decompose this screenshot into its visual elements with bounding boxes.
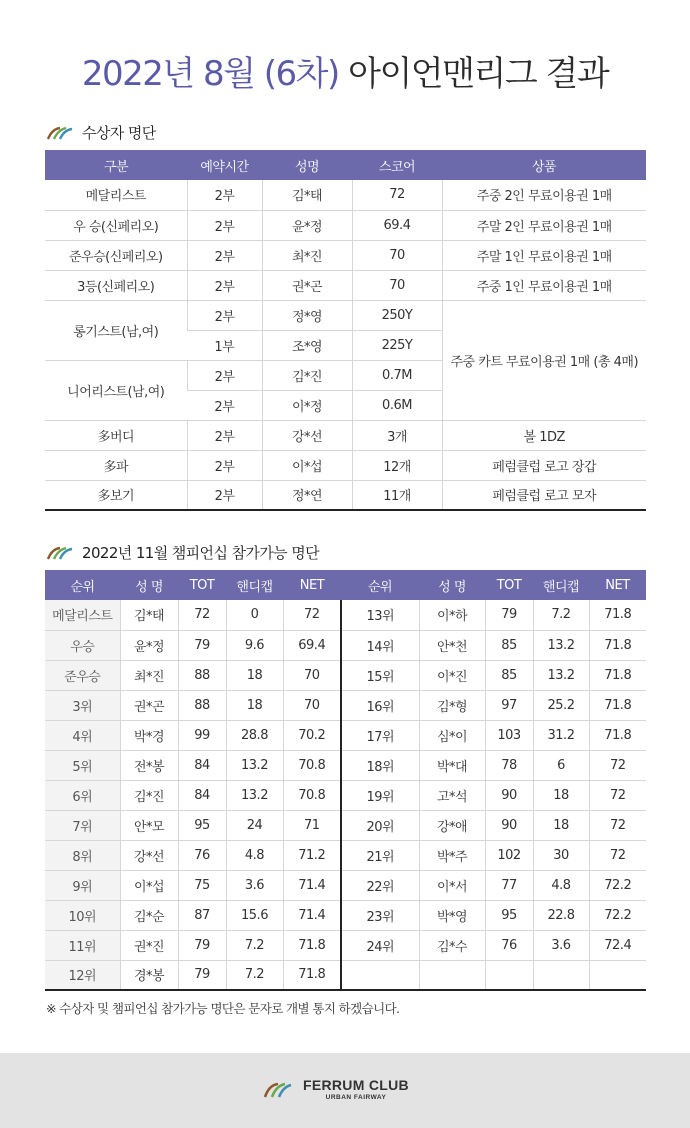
header-time: 예약시간 bbox=[187, 150, 262, 180]
table-row bbox=[45, 210, 646, 240]
cell-nearest-label: 니어리스트(남,여) bbox=[45, 360, 187, 420]
cell: 권*진 bbox=[120, 930, 178, 960]
cell: 28.8 bbox=[226, 720, 283, 750]
cell: 윤*정 bbox=[262, 210, 352, 240]
cell: 18위 bbox=[341, 750, 419, 780]
cell: 박*경 bbox=[120, 720, 178, 750]
header-net: NET bbox=[283, 570, 341, 600]
header-name: 성명 bbox=[262, 150, 352, 180]
cell bbox=[485, 960, 533, 990]
cell: 23위 bbox=[341, 900, 419, 930]
cell: 4.8 bbox=[533, 870, 589, 900]
cell: 박*대 bbox=[419, 750, 485, 780]
table-row bbox=[45, 840, 646, 870]
cell: 2부 bbox=[187, 390, 262, 420]
header-tot: TOT bbox=[485, 570, 533, 600]
awards-table bbox=[45, 150, 646, 511]
cell-special-prize: 주중 카트 무료이용권 1매 (총 4매) bbox=[442, 300, 646, 420]
cell: 72 bbox=[352, 180, 442, 210]
cell: 김*형 bbox=[419, 690, 485, 720]
header-name: 성 명 bbox=[120, 570, 178, 600]
cell: 14위 bbox=[341, 630, 419, 660]
cell bbox=[533, 960, 589, 990]
cell bbox=[419, 960, 485, 990]
cell: 15.6 bbox=[226, 900, 283, 930]
cell: 11위 bbox=[45, 930, 120, 960]
cell: 225Y bbox=[352, 330, 442, 360]
cell: 3위 bbox=[45, 690, 120, 720]
cell: 72 bbox=[589, 750, 646, 780]
cell: 70 bbox=[352, 270, 442, 300]
cell: 79 bbox=[178, 630, 226, 660]
table-row bbox=[45, 660, 646, 690]
cell: 13.2 bbox=[226, 750, 283, 780]
cell: 90 bbox=[485, 780, 533, 810]
cell: 조*영 bbox=[262, 330, 352, 360]
cell: 71.8 bbox=[589, 690, 646, 720]
cell: 13위 bbox=[341, 600, 419, 630]
cell: 김*순 bbox=[120, 900, 178, 930]
table-row bbox=[45, 870, 646, 900]
cell: 4.8 bbox=[226, 840, 283, 870]
cell: 전*봉 bbox=[120, 750, 178, 780]
cell: 권*곤 bbox=[120, 690, 178, 720]
table-row bbox=[45, 630, 646, 660]
cell: 71.8 bbox=[589, 600, 646, 630]
cell: 71.8 bbox=[589, 630, 646, 660]
cell-longest-label: 롱기스트(남,여) bbox=[45, 300, 187, 360]
cell: 11개 bbox=[352, 480, 442, 510]
header-rank: 순위 bbox=[341, 570, 419, 600]
cell: 김*태 bbox=[120, 600, 178, 630]
table-row bbox=[45, 690, 646, 720]
cell: 0 bbox=[226, 600, 283, 630]
footer bbox=[0, 1053, 690, 1128]
cell: 강*애 bbox=[419, 810, 485, 840]
table-row bbox=[45, 180, 646, 210]
cell: 72 bbox=[589, 780, 646, 810]
cell: 7위 bbox=[45, 810, 120, 840]
cell: 2부 bbox=[187, 240, 262, 270]
cell: 31.2 bbox=[533, 720, 589, 750]
cell: 박*주 bbox=[419, 840, 485, 870]
cell: 김*태 bbox=[262, 180, 352, 210]
cell: 97 bbox=[485, 690, 533, 720]
header-score: 스코어 bbox=[352, 150, 442, 180]
cell: 1부 bbox=[187, 330, 262, 360]
table-row bbox=[45, 300, 646, 330]
cell: 2부 bbox=[187, 300, 262, 330]
cell: 3.6 bbox=[226, 870, 283, 900]
ferrum-logo-icon bbox=[46, 126, 74, 140]
cell: 우 승(신페리오) bbox=[45, 210, 187, 240]
cell: 준우승(신페리오) bbox=[45, 240, 187, 270]
cell: 9.6 bbox=[226, 630, 283, 660]
cell: 3개 bbox=[352, 420, 442, 450]
cell: 7.2 bbox=[533, 600, 589, 630]
cell: 주중 2인 무료이용권 1매 bbox=[442, 180, 646, 210]
cell: 메달리스트 bbox=[45, 600, 120, 630]
cell: 17위 bbox=[341, 720, 419, 750]
cell: 71.8 bbox=[283, 930, 341, 960]
header-prize: 상품 bbox=[442, 150, 646, 180]
cell: 72.4 bbox=[589, 930, 646, 960]
cell: 5위 bbox=[45, 750, 120, 780]
cell: 71.8 bbox=[283, 960, 341, 990]
header-rank: 순위 bbox=[45, 570, 120, 600]
cell: 72 bbox=[283, 600, 341, 630]
cell: 2부 bbox=[187, 360, 262, 390]
cell: 76 bbox=[485, 930, 533, 960]
cell: 71.4 bbox=[283, 870, 341, 900]
cell: 76 bbox=[178, 840, 226, 870]
cell: 15위 bbox=[341, 660, 419, 690]
table-row bbox=[45, 810, 646, 840]
cell: 22위 bbox=[341, 870, 419, 900]
ferrum-logo-icon bbox=[46, 546, 74, 560]
cell: 95 bbox=[485, 900, 533, 930]
cell: 페럼클럽 로고 모자 bbox=[442, 480, 646, 510]
cell: 6 bbox=[533, 750, 589, 780]
cell: 13.2 bbox=[533, 660, 589, 690]
cell: 18 bbox=[226, 690, 283, 720]
cell: 2부 bbox=[187, 270, 262, 300]
cell: 72.2 bbox=[589, 870, 646, 900]
cell bbox=[589, 960, 646, 990]
cell: 22.8 bbox=[533, 900, 589, 930]
cell: 75 bbox=[178, 870, 226, 900]
cell: 19위 bbox=[341, 780, 419, 810]
cell: 윤*정 bbox=[120, 630, 178, 660]
cell: 경*봉 bbox=[120, 960, 178, 990]
table-row bbox=[45, 420, 646, 450]
cell: 79 bbox=[485, 600, 533, 630]
cell: 84 bbox=[178, 750, 226, 780]
cell: 페럼클럽 로고 장갑 bbox=[442, 450, 646, 480]
table-row bbox=[45, 240, 646, 270]
cell: 준우승 bbox=[45, 660, 120, 690]
cell: 多버디 bbox=[45, 420, 187, 450]
section-championship-title: 2022년 11월 챔피언십 참가가능 명단 bbox=[82, 544, 320, 562]
cell: 77 bbox=[485, 870, 533, 900]
cell: 103 bbox=[485, 720, 533, 750]
table-row bbox=[45, 270, 646, 300]
section-awards-heading bbox=[46, 122, 156, 143]
brand-logo bbox=[263, 1078, 409, 1102]
cell: 88 bbox=[178, 660, 226, 690]
cell bbox=[341, 960, 419, 990]
cell: 69.4 bbox=[352, 210, 442, 240]
page-title bbox=[0, 46, 690, 95]
header-category: 구분 bbox=[45, 150, 187, 180]
header-net: NET bbox=[589, 570, 646, 600]
cell: 95 bbox=[178, 810, 226, 840]
cell: 2부 bbox=[187, 420, 262, 450]
cell: 2부 bbox=[187, 180, 262, 210]
brand-name: FERRUM CLUB bbox=[303, 1077, 409, 1093]
notice-text: ※ 수상자 및 챔피언십 참가가능 명단은 문자로 개별 통지 하겠습니다. bbox=[46, 1001, 400, 1016]
cell: 0.6M bbox=[352, 390, 442, 420]
cell: 정*연 bbox=[262, 480, 352, 510]
cell: 71 bbox=[283, 810, 341, 840]
cell: 84 bbox=[178, 780, 226, 810]
header-handicap: 핸디캡 bbox=[226, 570, 283, 600]
table-row bbox=[45, 900, 646, 930]
cell: 7.2 bbox=[226, 960, 283, 990]
cell: 99 bbox=[178, 720, 226, 750]
cell: 78 bbox=[485, 750, 533, 780]
cell: 85 bbox=[485, 630, 533, 660]
cell: 12위 bbox=[45, 960, 120, 990]
cell: 18 bbox=[533, 780, 589, 810]
table-row bbox=[45, 750, 646, 780]
cell: 강*선 bbox=[120, 840, 178, 870]
cell: 이*서 bbox=[419, 870, 485, 900]
cell: 250Y bbox=[352, 300, 442, 330]
cell: 안*모 bbox=[120, 810, 178, 840]
cell: 0.7M bbox=[352, 360, 442, 390]
cell: 8위 bbox=[45, 840, 120, 870]
cell: 고*석 bbox=[419, 780, 485, 810]
cell: 주중 1인 무료이용권 1매 bbox=[442, 270, 646, 300]
cell: 메달리스트 bbox=[45, 180, 187, 210]
cell: 87 bbox=[178, 900, 226, 930]
cell: 이*하 bbox=[419, 600, 485, 630]
title-league: 아이언맨리그 결과 bbox=[348, 54, 609, 94]
cell: 25.2 bbox=[533, 690, 589, 720]
cell: 2부 bbox=[187, 480, 262, 510]
cell: 70.2 bbox=[283, 720, 341, 750]
table-row bbox=[45, 720, 646, 750]
cell: 3등(신페리오) bbox=[45, 270, 187, 300]
cell: 多보기 bbox=[45, 480, 187, 510]
cell: 안*천 bbox=[419, 630, 485, 660]
cell: 최*진 bbox=[262, 240, 352, 270]
cell: 우승 bbox=[45, 630, 120, 660]
cell: 30 bbox=[533, 840, 589, 870]
cell: 69.4 bbox=[283, 630, 341, 660]
ferrum-logo-icon bbox=[263, 1082, 293, 1098]
cell: 강*선 bbox=[262, 420, 352, 450]
section-championship-heading bbox=[46, 542, 319, 563]
cell: 24 bbox=[226, 810, 283, 840]
championship-table bbox=[45, 570, 646, 991]
cell: 71.8 bbox=[589, 660, 646, 690]
cell: 70.8 bbox=[283, 750, 341, 780]
cell: 주말 2인 무료이용권 1매 bbox=[442, 210, 646, 240]
cell: 20위 bbox=[341, 810, 419, 840]
header-handicap: 핸디캡 bbox=[533, 570, 589, 600]
brand-tagline: URBAN FAIRWAY bbox=[325, 1094, 387, 1101]
cell: 권*곤 bbox=[262, 270, 352, 300]
cell: 이*섭 bbox=[262, 450, 352, 480]
cell: 90 bbox=[485, 810, 533, 840]
cell: 13.2 bbox=[226, 780, 283, 810]
cell: 이*섭 bbox=[120, 870, 178, 900]
cell: 72 bbox=[589, 810, 646, 840]
cell: 71.2 bbox=[283, 840, 341, 870]
cell: 정*영 bbox=[262, 300, 352, 330]
cell: 2부 bbox=[187, 210, 262, 240]
cell: 16위 bbox=[341, 690, 419, 720]
cell: 4위 bbox=[45, 720, 120, 750]
cell: 18 bbox=[533, 810, 589, 840]
cell: 13.2 bbox=[533, 630, 589, 660]
header-tot: TOT bbox=[178, 570, 226, 600]
cell: 70.8 bbox=[283, 780, 341, 810]
cell: 2부 bbox=[187, 450, 262, 480]
cell: 심*이 bbox=[419, 720, 485, 750]
cell: 6위 bbox=[45, 780, 120, 810]
table-row bbox=[45, 450, 646, 480]
cell: 18 bbox=[226, 660, 283, 690]
cell: 3.6 bbox=[533, 930, 589, 960]
cell: 이*정 bbox=[262, 390, 352, 420]
cell: 71.4 bbox=[283, 900, 341, 930]
table-row bbox=[45, 960, 646, 990]
title-date: 2022년 8월 (6차) bbox=[81, 54, 339, 94]
cell: 7.2 bbox=[226, 930, 283, 960]
cell: 72.2 bbox=[589, 900, 646, 930]
cell: 102 bbox=[485, 840, 533, 870]
cell: 88 bbox=[178, 690, 226, 720]
table-row bbox=[45, 930, 646, 960]
cell: 多파 bbox=[45, 450, 187, 480]
cell: 70 bbox=[283, 660, 341, 690]
cell: 이*진 bbox=[419, 660, 485, 690]
cell: 김*수 bbox=[419, 930, 485, 960]
cell: 9위 bbox=[45, 870, 120, 900]
cell: 12개 bbox=[352, 450, 442, 480]
cell: 72 bbox=[178, 600, 226, 630]
section-awards-title: 수상자 명단 bbox=[82, 124, 156, 142]
cell: 70 bbox=[283, 690, 341, 720]
cell: 최*진 bbox=[120, 660, 178, 690]
cell: 주말 1인 무료이용권 1매 bbox=[442, 240, 646, 270]
cell: 70 bbox=[352, 240, 442, 270]
cell: 24위 bbox=[341, 930, 419, 960]
cell: 김*진 bbox=[262, 360, 352, 390]
cell: 21위 bbox=[341, 840, 419, 870]
header-name: 성 명 bbox=[419, 570, 485, 600]
cell: 79 bbox=[178, 960, 226, 990]
cell: 79 bbox=[178, 930, 226, 960]
cell: 85 bbox=[485, 660, 533, 690]
table-header-row bbox=[45, 150, 646, 180]
table-row bbox=[45, 600, 646, 630]
cell: 10위 bbox=[45, 900, 120, 930]
table-row bbox=[45, 780, 646, 810]
cell: 71.8 bbox=[589, 720, 646, 750]
table-row bbox=[45, 480, 646, 510]
cell: 72 bbox=[589, 840, 646, 870]
cell: 볼 1DZ bbox=[442, 420, 646, 450]
cell: 김*진 bbox=[120, 780, 178, 810]
cell: 박*영 bbox=[419, 900, 485, 930]
table-header-row bbox=[45, 570, 646, 600]
